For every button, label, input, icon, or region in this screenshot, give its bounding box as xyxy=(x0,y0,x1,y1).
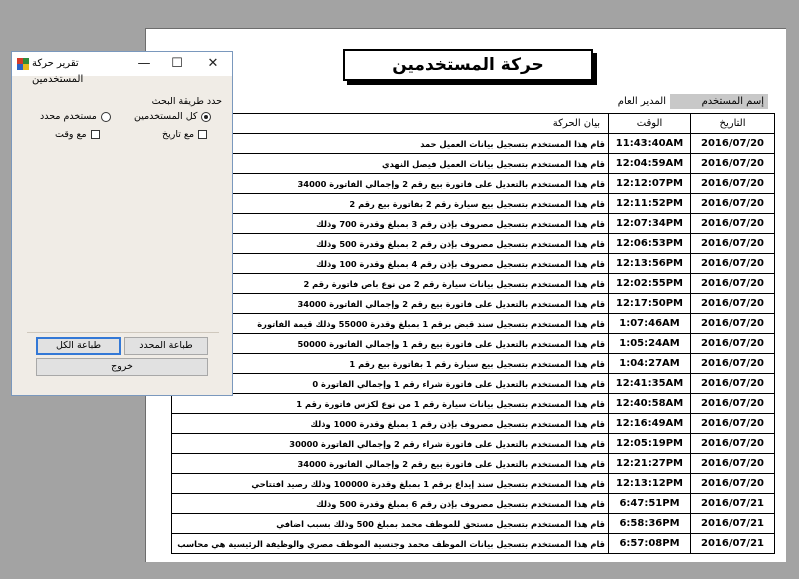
cell-action: قام هذا المستخدم بتسجيل بيانات سيارة رقم 2 من نوع باص فاتورة رقم 2 xyxy=(172,274,609,294)
table-row xyxy=(172,294,775,314)
cell-time: 12:21:27PM xyxy=(609,454,691,474)
cell-action: قام هذا المستخدم بتسجيل بيع سيارة رقم 2 بفاتورة بيع رقم 2 xyxy=(172,194,609,214)
user-activity-table xyxy=(171,113,775,554)
specific-user-label: مستخدم محدد xyxy=(40,111,97,122)
specific-user-radio[interactable] xyxy=(101,112,111,122)
cell-date: 2016/07/20 xyxy=(691,474,775,494)
option-with-date[interactable] xyxy=(162,129,207,140)
exit-button[interactable]: خروج xyxy=(36,358,208,376)
cell-date: 2016/07/20 xyxy=(691,394,775,414)
cell-date: 2016/07/20 xyxy=(691,334,775,354)
cell-date: 2016/07/20 xyxy=(691,274,775,294)
cell-time: 12:17:50PM xyxy=(609,294,691,314)
cell-time: 12:41:35AM xyxy=(609,374,691,394)
cell-action: قام هذا المستخدم بتسجيل بيانات سيارة رقم 1 من نوع لكزس فاتورة رقم 1 xyxy=(172,394,609,414)
print-selected-button[interactable]: طباعة المحدد xyxy=(124,337,208,355)
cell-time: 12:07:34PM xyxy=(609,214,691,234)
users-report-dialog xyxy=(11,51,233,396)
cell-time: 12:13:56PM xyxy=(609,254,691,274)
column-header-time: الوقت xyxy=(609,114,691,134)
cell-date: 2016/07/20 xyxy=(691,214,775,234)
table-row xyxy=(172,394,775,414)
table-row xyxy=(172,274,775,294)
cell-time: 6:47:51PM xyxy=(609,494,691,514)
table-row xyxy=(172,534,775,554)
cell-action: قام هذا المستخدم بتسجيل بيانات العميل حمد xyxy=(172,134,609,154)
cell-date: 2016/07/20 xyxy=(691,314,775,334)
report-title-frame xyxy=(343,49,593,81)
table-row xyxy=(172,494,775,514)
table-row xyxy=(172,254,775,274)
cell-date: 2016/07/20 xyxy=(691,434,775,454)
cell-action: قام هذا المستخدم بتسجيل مصروف بإذن رقم 3 بمبلغ وقدرة 700 وذلك xyxy=(172,214,609,234)
table-row xyxy=(172,234,775,254)
table-row xyxy=(172,514,775,534)
cell-date: 2016/07/20 xyxy=(691,454,775,474)
cell-action: قام هذا المستخدم بتسجيل مستحق للموظف محمد بمبلغ 500 وذلك بسبب اضافي xyxy=(172,514,609,534)
cell-date: 2016/07/20 xyxy=(691,354,775,374)
cell-date: 2016/07/21 xyxy=(691,514,775,534)
cell-action: قام هذا المستخدم بالتعديل على فاتورة شراء رقم 1 وإجمالي الفاتورة 0 xyxy=(172,374,609,394)
cell-date: 2016/07/21 xyxy=(691,494,775,514)
cell-action: قام هذا المستخدم بتسجيل بيانات الموظف محمد وجنسية الموظف مصري والوظيفة الرئيسية هي محاسب xyxy=(172,534,609,554)
cell-time: 6:58:36PM xyxy=(609,514,691,534)
cell-time: 11:43:40AM xyxy=(609,134,691,154)
table-row xyxy=(172,434,775,454)
cell-date: 2016/07/20 xyxy=(691,134,775,154)
cell-time: 12:11:52PM xyxy=(609,194,691,214)
cell-action: قام هذا المستخدم بتسجيل بيانات العميل فيصل النهدي xyxy=(172,154,609,174)
cell-action: قام هذا المستخدم بالتعديل على فاتورة شراء رقم 2 وإجمالي الفاتورة 30000 xyxy=(172,434,609,454)
cell-date: 2016/07/20 xyxy=(691,414,775,434)
cell-time: 6:57:08PM xyxy=(609,534,691,554)
app-icon xyxy=(17,58,29,70)
close-button[interactable]: ✕ xyxy=(207,56,219,71)
with-time-label: مع وقت xyxy=(55,129,87,140)
cell-date: 2016/07/20 xyxy=(691,234,775,254)
cell-action: قام هذا المستخدم بتسجيل سند قبض برقم 1 بمبلغ وقدرة 55000 وذلك قيمة الفاتورة xyxy=(172,314,609,334)
cell-time: 12:05:19PM xyxy=(609,434,691,454)
cell-date: 2016/07/20 xyxy=(691,294,775,314)
all-users-label: كل المستخدمين xyxy=(134,111,198,122)
cell-action: قام هذا المستخدم بتسجيل سند إيداع برقم 1 بمبلغ وقدرة 100000 وذلك رصيد افتتاحي xyxy=(172,474,609,494)
table-row xyxy=(172,154,775,174)
table-row xyxy=(172,354,775,374)
dialog-separator xyxy=(27,332,219,333)
cell-action: قام هذا المستخدم بتسجيل بيع سيارة رقم 1 بفاتورة بيع رقم 1 xyxy=(172,354,609,374)
cell-action: قام هذا المستخدم بالتعديل على فاتورة بيع رقم 2 وإجمالي الفاتورة 34000 xyxy=(172,294,609,314)
cell-date: 2016/07/20 xyxy=(691,174,775,194)
with-time-checkbox[interactable] xyxy=(91,130,100,139)
cell-date: 2016/07/20 xyxy=(691,154,775,174)
window-bottom-edge xyxy=(0,562,799,579)
report-preview xyxy=(145,28,786,569)
cell-time: 1:04:27AM xyxy=(609,354,691,374)
cell-time: 1:05:24AM xyxy=(609,334,691,354)
cell-time: 12:06:53PM xyxy=(609,234,691,254)
cell-time: 12:12:07PM xyxy=(609,174,691,194)
cell-action: قام هذا المستخدم بتسجيل مصروف بإذن رقم 4 بمبلغ وقدرة 100 وذلك xyxy=(172,254,609,274)
print-all-button[interactable]: طباعة الكل xyxy=(36,337,121,355)
with-date-checkbox[interactable] xyxy=(198,130,207,139)
cell-action: قام هذا المستخدم بتسجيل مصروف بإذن رقم 6 بمبلغ وقدرة 500 وذلك xyxy=(172,494,609,514)
option-specific-user[interactable] xyxy=(40,111,111,122)
cell-date: 2016/07/20 xyxy=(691,194,775,214)
with-date-label: مع تاريخ xyxy=(162,129,195,140)
table-header-row xyxy=(172,114,775,134)
cell-action: قام هذا المستخدم بالتعديل على فاتورة بيع رقم 1 وإجمالي الفاتورة 50000 xyxy=(172,334,609,354)
dialog-title: تقرير حركة المستخدمين xyxy=(32,58,84,85)
cell-action: قام هذا المستخدم بالتعديل على فاتورة بيع رقم 2 وإجمالي الفاتورة 34000 xyxy=(172,174,609,194)
cell-date: 2016/07/20 xyxy=(691,254,775,274)
option-all-users[interactable] xyxy=(134,111,211,122)
table-row xyxy=(172,214,775,234)
cell-time: 12:02:55PM xyxy=(609,274,691,294)
cell-time: 1:07:46AM xyxy=(609,314,691,334)
table-row xyxy=(172,414,775,434)
table-row xyxy=(172,374,775,394)
table-row xyxy=(172,454,775,474)
user-name-label: إسم المستخدم xyxy=(670,94,768,109)
minimize-button[interactable]: — xyxy=(137,56,151,71)
column-header-date: التاريخ xyxy=(691,114,775,134)
cell-action: قام هذا المستخدم بتسجيل مصروف بإذن رقم 1 بمبلغ وقدرة 1000 وذلك xyxy=(172,414,609,434)
cell-date: 2016/07/21 xyxy=(691,534,775,554)
table-row xyxy=(172,474,775,494)
table-row xyxy=(172,174,775,194)
report-title: حركة المستخدمين xyxy=(343,49,593,81)
cell-action: قام هذا المستخدم بتسجيل مصروف بإذن رقم 2 بمبلغ وقدرة 500 وذلك xyxy=(172,234,609,254)
cell-time: 12:40:58AM xyxy=(609,394,691,414)
cell-time: 12:13:12PM xyxy=(609,474,691,494)
dialog-titlebar[interactable] xyxy=(12,52,232,85)
maximize-button[interactable]: ☐ xyxy=(171,56,183,71)
table-row xyxy=(172,314,775,334)
table-row xyxy=(172,134,775,154)
table-row xyxy=(172,334,775,354)
option-with-time[interactable] xyxy=(55,129,100,140)
cell-time: 12:16:49AM xyxy=(609,414,691,434)
table-row xyxy=(172,194,775,214)
search-method-label: حدد طريقة البحث xyxy=(151,96,222,107)
cell-time: 12:04:59AM xyxy=(609,154,691,174)
all-users-radio[interactable] xyxy=(201,112,211,122)
cell-date: 2016/07/20 xyxy=(691,374,775,394)
column-header-action: بيان الحركة xyxy=(172,114,609,134)
cell-action: قام هذا المستخدم بالتعديل على فاتورة بيع رقم 2 وإجمالي الفاتورة 34000 xyxy=(172,454,609,474)
user-name-value: المدير العام xyxy=(617,96,666,107)
